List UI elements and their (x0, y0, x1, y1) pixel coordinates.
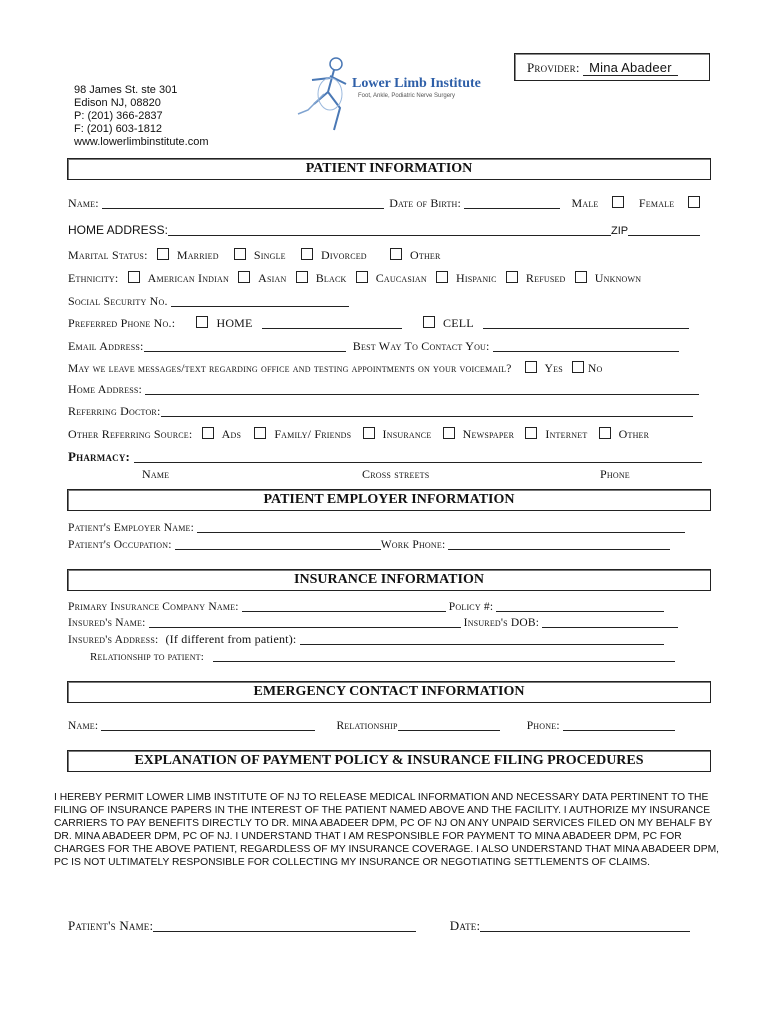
employer-name-row: Patient's Employer Name: (68, 521, 685, 534)
patient-name-field[interactable] (102, 197, 384, 209)
voicemail-no-checkbox[interactable] (572, 361, 584, 373)
home-address-row: HOME ADDRESS: ZIP (68, 223, 700, 237)
insured-address-field[interactable] (300, 633, 664, 645)
patient-signature-field[interactable] (153, 920, 416, 932)
asian-checkbox[interactable] (238, 271, 250, 283)
ethnicity-row: Ethnicity: American Indian Asian Black Caucasian Hispanic Refused Unknown (68, 271, 642, 285)
home-address2-row: Home Address: (68, 382, 699, 397)
dob-field[interactable] (464, 197, 560, 209)
voicemail-row: May we leave messages/text regarding office and testing appointments on your voicemail? Yes No (68, 363, 603, 375)
male-checkbox[interactable] (612, 196, 624, 208)
emergency-relationship-field[interactable] (398, 719, 500, 731)
cell-phone-field[interactable] (483, 317, 689, 329)
section-employer-information: PATIENT EMPLOYER INFORMATION (67, 489, 711, 511)
insurance-company-field[interactable] (242, 600, 446, 612)
relationship-field[interactable] (213, 650, 675, 662)
runner-icon (294, 54, 360, 138)
divorced-checkbox[interactable] (301, 248, 313, 260)
home-phone-checkbox[interactable] (196, 316, 208, 328)
policy-text: I HEREBY PERMIT LOWER LIMB INSTITUTE OF NJ TO RELEASE MEDICAL INFORMATION AND NECESSARY DATA PERTINENT TO THE FILING OF INSURANCE PAPERS IN THE INTEREST OF THE PATIENT NAMED ABOVE AND THE FACILITY. I AUTHORIZE MY INSURANCE CARRIERS TO PAY BENEFITS DIRECTLY TO DR. MINA ABADEER DPM, PC OF NJ ON ANY UNPAID SERVICES FILED ON MY BEHALF BY DR. MINA ABADEER DPM, PC OF NJ. I UNDERSTAND THAT I AM RESPONSIBLE FOR PAYMENT TO MINA ABADEER DPM, PC FOR CHARGES FOR THE ABOVE PATIENT, REGARDLESS OF MY INSURANCE COVERAGE. I ALSO UNDERSTAND THAT MINA ABADEER DPM, PC IS NOT ULTIMATELY RESPONSIBLE FOR COLLECTING MY INSURANCE OR NEGOTIATING SETTLEMENTS OF CLAIMS. (54, 792, 720, 868)
hispanic-checkbox[interactable] (436, 271, 448, 283)
provider-value[interactable]: Mina Abadeer (583, 60, 678, 76)
email-field[interactable] (144, 340, 346, 352)
ssn-field[interactable] (171, 295, 349, 307)
preferred-phone-row: Preferred Phone No.: HOME CELL (68, 316, 689, 331)
occupation-field[interactable] (175, 538, 381, 550)
emergency-row: Name: Relationship Phone: (68, 719, 675, 732)
other-referring-row: Other Referring Source: Ads Family/ Friends Insurance Newspaper Internet Other (68, 427, 650, 441)
female-checkbox[interactable] (688, 196, 700, 208)
provider-box (514, 53, 710, 81)
referring-doctor-row: Referring Doctor: (68, 404, 693, 419)
caucasian-checkbox[interactable] (356, 271, 368, 283)
family-friends-checkbox[interactable] (254, 427, 266, 439)
emergency-name-field[interactable] (101, 719, 315, 731)
zip-field[interactable] (628, 224, 700, 236)
occupation-row: Patient's Occupation: Work Phone: (68, 538, 670, 551)
address-line: www.lowerlimbinstitute.com (74, 136, 209, 148)
logo-title: Lower Limb Institute (352, 76, 481, 91)
referring-doctor-field[interactable] (161, 405, 693, 417)
pharmacy-cross-label: Cross streets (362, 467, 430, 481)
clinic-address (74, 84, 208, 149)
marital-status-row: Marital Status: Married Single Divorced Other (68, 248, 441, 262)
cell-phone-checkbox[interactable] (423, 316, 435, 328)
work-phone-field[interactable] (448, 538, 670, 550)
section-insurance-information: INSURANCE INFORMATION (67, 569, 711, 591)
other-marital-checkbox[interactable] (390, 248, 402, 260)
section-payment-policy: EXPLANATION OF PAYMENT POLICY & INSURANCE FILING PROCEDURES (67, 750, 711, 772)
pharmacy-field[interactable] (134, 451, 702, 463)
provider-label: Provider: (527, 60, 580, 75)
date-field[interactable] (480, 920, 690, 932)
single-checkbox[interactable] (234, 248, 246, 260)
best-way-field[interactable] (493, 340, 679, 352)
insurance-ref-checkbox[interactable] (363, 427, 375, 439)
insured-dob-field[interactable] (542, 616, 678, 628)
unknown-checkbox[interactable] (575, 271, 587, 283)
voicemail-yes-checkbox[interactable] (525, 361, 537, 373)
insured-address-row: Insured's Address: (If different from patient): (68, 632, 664, 647)
logo-tagline: Foot, Ankle, Podiatric Nerve Surgery (358, 93, 456, 99)
patient-name-row: Name: Date of Birth: Male Female (68, 196, 708, 211)
section-emergency-contact: EMERGENCY CONTACT INFORMATION (67, 681, 711, 703)
signature-row: Patient's Name: Date: (68, 918, 690, 934)
email-row: Email Address: Best Way To Contact You: (68, 339, 679, 354)
internet-checkbox[interactable] (525, 427, 537, 439)
american-indian-checkbox[interactable] (128, 271, 140, 283)
married-checkbox[interactable] (157, 248, 169, 260)
insurance-company-row: Primary Insurance Company Name: Policy #: (68, 600, 664, 613)
relationship-row: Relationship to patient: (90, 650, 675, 663)
logo (294, 54, 480, 138)
address-line: P: (201) 366-2837 (74, 110, 163, 122)
address-line: 98 James St. ste 301 (74, 84, 178, 96)
section-patient-information: PATIENT INFORMATION (67, 158, 711, 180)
pharmacy-name-label: Name (142, 467, 170, 481)
newspaper-checkbox[interactable] (443, 427, 455, 439)
home-address-field[interactable] (168, 224, 611, 236)
insured-name-row: Insured's Name: Insured's DOB: (68, 616, 678, 629)
ads-checkbox[interactable] (202, 427, 214, 439)
home-phone-field[interactable] (262, 317, 402, 329)
pharmacy-row: Pharmacy: (68, 449, 702, 465)
refused-checkbox[interactable] (506, 271, 518, 283)
ssn-row: Social Security No. (68, 294, 349, 309)
employer-name-field[interactable] (197, 521, 685, 533)
other-ref-checkbox[interactable] (599, 427, 611, 439)
policy-number-field[interactable] (496, 600, 664, 612)
black-checkbox[interactable] (296, 271, 308, 283)
insured-name-field[interactable] (149, 616, 461, 628)
emergency-phone-field[interactable] (563, 719, 675, 731)
address-line: Edison NJ, 08820 (74, 97, 161, 109)
home-address2-field[interactable] (145, 383, 699, 395)
address-line: F: (201) 603-1812 (74, 123, 163, 135)
pharmacy-phone-label: Phone (600, 467, 630, 481)
